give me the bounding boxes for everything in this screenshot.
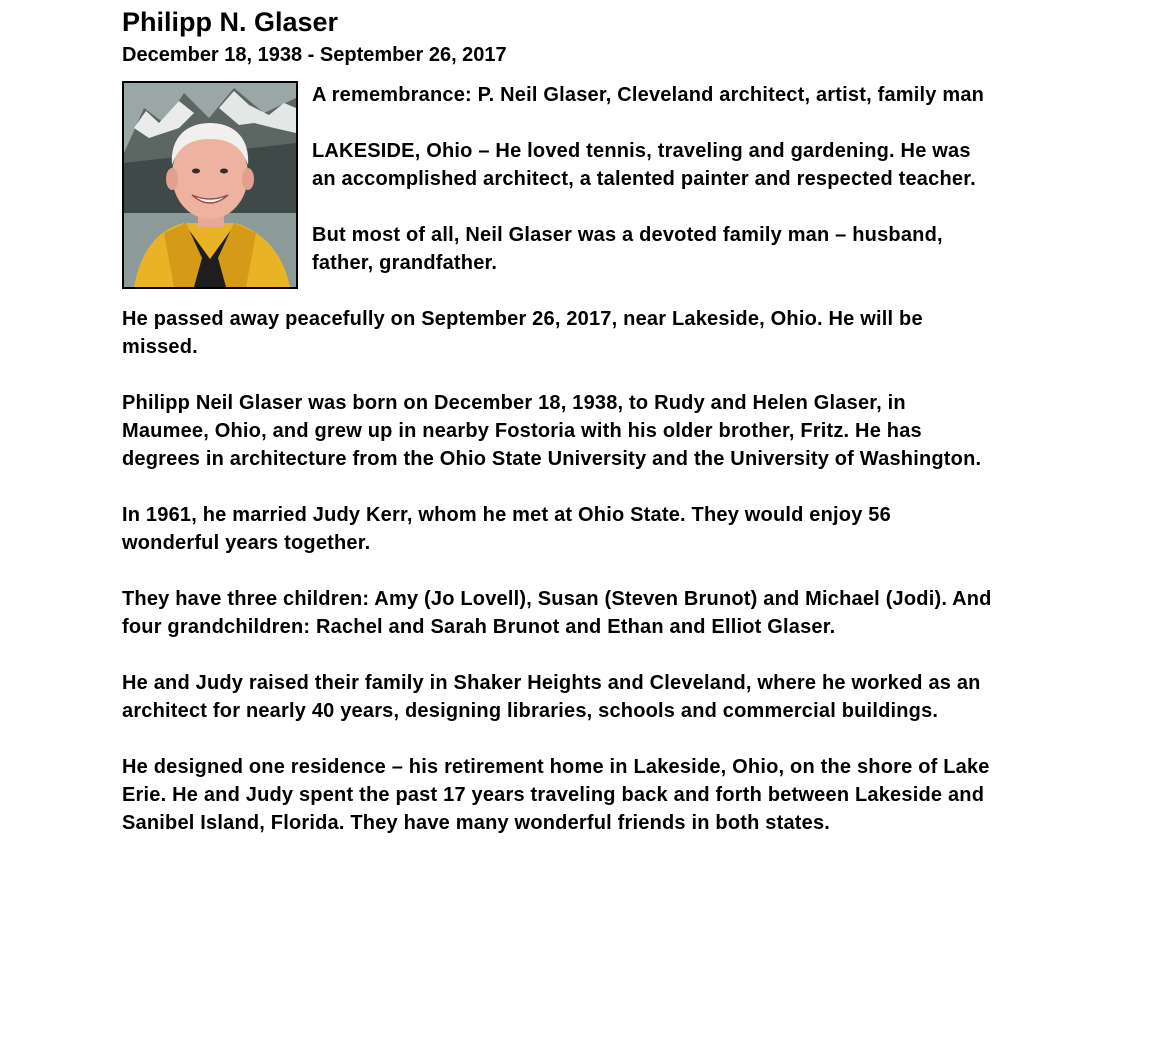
paragraph-career: He and Judy raised their family in Shaker Heights and Cleveland, where he worked as an architect for nearly 40 years, designing libraries, schools and commercial buildings.	[122, 672, 981, 722]
portrait-photo	[122, 81, 298, 289]
paragraph-residence: He designed one residence – his retirement home in Lakeside, Ohio, on the shore of Lake Erie. He and Judy spent the past 17 years traveling back and forth between Lakeside and Sanibel Island, Florida. They have many wonderful friends in both states.	[122, 756, 990, 834]
intro-paragraph: A remembrance: P. Neil Glaser, Cleveland architect, artist, family man	[312, 84, 985, 106]
obituary-page	[122, 0, 992, 865]
paragraph-lakeside: LAKESIDE, Ohio – He loved tennis, traveling and gardening. He was an accomplished architect, a talented painter and respected teacher.	[312, 140, 976, 190]
paragraph-married: In 1961, he married Judy Kerr, whom he met at Ohio State. They would enjoy 56 wonderful years together.	[122, 504, 891, 554]
obituary-body	[122, 81, 992, 837]
portrait-icon	[124, 83, 296, 287]
page-title: Philipp N. Glaser	[122, 7, 339, 37]
paragraph-born: Philipp Neil Glaser was born on December 18, 1938, to Rudy and Helen Glaser, in Maumee, Ohio, and grew up in nearby Fostoria with his older brother, Fritz. He has degrees in architecture from the Ohio State University and the University of Washington.	[122, 392, 982, 470]
paragraph-passed-away: He passed away peacefully on September 26, 2017, near Lakeside, Ohio. He will be missed.	[122, 308, 923, 358]
paragraph-family-man: But most of all, Neil Glaser was a devoted family man – husband, father, grandfather.	[312, 224, 943, 274]
life-dates: December 18, 1938 - September 26, 2017	[122, 44, 507, 66]
paragraph-children: They have three children: Amy (Jo Lovell), Susan (Steven Brunot) and Michael (Jodi). And four grandchildren: Rachel and Sarah Brunot and Ethan and Elliot Glaser.	[122, 588, 992, 638]
